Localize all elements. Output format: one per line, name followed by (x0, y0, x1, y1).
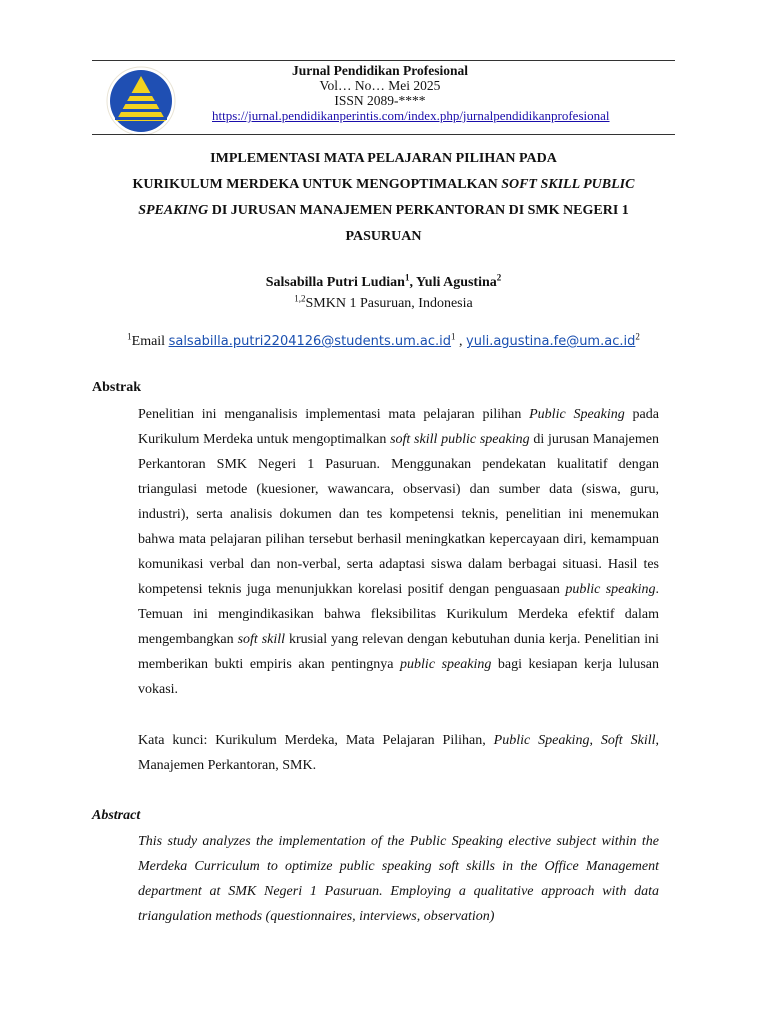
affiliation-superscript: 1,2 (294, 293, 306, 304)
journal-name: Jurnal Pendidikan Profesional (291, 63, 469, 78)
email-superscript: 1 (451, 331, 456, 342)
abstrak-italic-text: public speaking (565, 582, 656, 597)
author-name: Yuli Agustina (415, 275, 497, 290)
email-link-1[interactable]: salsabilla.putri2204126@students.um.ac.id (168, 334, 452, 349)
keywords (138, 728, 659, 778)
keywords-italic-text: Public Speaking (493, 733, 590, 748)
affiliation-text: SMKN 1 Pasuruan, Indonesia (305, 296, 473, 311)
abstrak-paragraph (138, 402, 659, 702)
abstrak-italic-text: Public Speaking (529, 407, 625, 422)
keywords-text: Kata kunci: Kurikulum Merdeka, Mata Pelajaran Pilihan, (138, 733, 494, 748)
author-name: Salsabilla Putri Ludian (265, 275, 405, 290)
abstrak-text: pada Kurikulum Merdeka untuk mengoptimalkan (138, 407, 659, 447)
email-link-2[interactable]: yuli.agustina.fe@um.ac.id (466, 334, 636, 349)
title-italic-text: SPEAKING (138, 203, 209, 218)
title-text: DI JURUSAN MANAJEMEN PERKANTORAN DI SMK NEGERI 1 (208, 203, 629, 218)
abstrak-italic-text: soft skill (237, 632, 286, 647)
keywords-text: , (589, 733, 601, 748)
abstract-heading: Abstract (92, 808, 141, 823)
email-label: Email (131, 334, 169, 349)
author-superscript: 1 (404, 272, 410, 283)
keywords-italic-text: Soft Skill (600, 733, 656, 748)
abstrak-text: di jurusan Manajemen Perkantoran SMK Negeri 1 Pasuruan. Menggunakan pendekatan kualitatif dengan triangulasi metode (kuesioner, wawancara, observasi) dan sumber data (siswa, guru, industri), serta analisis dokumen dan tes kompetensi teknis, penelitian ini menemukan bahwa mata pelajaran pilihan tersebut berhasil meningkatkan kepercayaan diri, kemampuan komunikasi verbal dan non-verbal, serta adaptasi siswa dalam berbagai situasi. Hasil tes kompetensi teknis juga menunjukkan korelasi positif dengan penguasaan (138, 432, 659, 597)
article-title-line-2 (92, 177, 675, 193)
keywords-text: , Manajemen Perkantoran, SMK. (138, 733, 659, 773)
title-italic-text: SOFT SKILL PUBLIC (501, 177, 635, 192)
abstrak-italic-text: public speaking (400, 657, 492, 672)
email-separator: , (455, 334, 467, 349)
journal-logo (106, 66, 176, 136)
article-title-line-1: IMPLEMENTASI MATA PELAJARAN PILIHAN PADA (210, 151, 557, 166)
author-list (92, 272, 675, 291)
abstrak-text: krusial yang relevan dengan kebutuhan dunia kerja. Penelitian ini memberikan bukti empiris akan pentingnya (138, 632, 660, 672)
email-superscript: 1 (127, 331, 132, 342)
abstrak-text: Penelitian ini menganalisis implementasi mata pelajaran pilihan (138, 407, 530, 422)
author-separator: , (409, 275, 416, 290)
header-top-rule (92, 60, 675, 61)
affiliation (92, 293, 675, 312)
article-title-line-4: PASURUAN (345, 229, 422, 244)
article-title-line-3 (92, 203, 675, 219)
title-text: KURIKULUM MERDEKA UNTUK MENGOPTIMALKAN (132, 177, 502, 192)
author-superscript: 2 (496, 272, 502, 283)
abstract-paragraph: This study analyzes the implementation of the Public Speaking elective subject within the Merdeka Curriculum to optimize public speaking soft skills in the Office Management department at SMK Negeri 1 Pasuruan. Employing a qualitative approach with data triangulation methods (questionnaires, interviews, observation) (138, 834, 659, 924)
journal-volume: Vol… No… Mei 2025 (319, 78, 441, 93)
abstrak-italic-text: soft skill public speaking (390, 432, 530, 447)
email-line (92, 331, 675, 350)
abstrak-text: bagi kesiapan kerja lulusan vokasi. (138, 657, 659, 697)
journal-url-link[interactable]: https://jurnal.pendidikanperintis.com/index.php/jurnalpendidikanprofesional (212, 108, 610, 123)
email-superscript: 2 (635, 331, 640, 342)
abstrak-text: . Temuan ini mengindikasikan bahwa fleksibilitas Kurikulum Merdeka efektif dalam mengembangkan (138, 582, 660, 647)
header-bottom-rule (92, 134, 675, 135)
journal-issn: ISSN 2089-**** (334, 93, 426, 108)
abstrak-heading: Abstrak (92, 380, 142, 395)
